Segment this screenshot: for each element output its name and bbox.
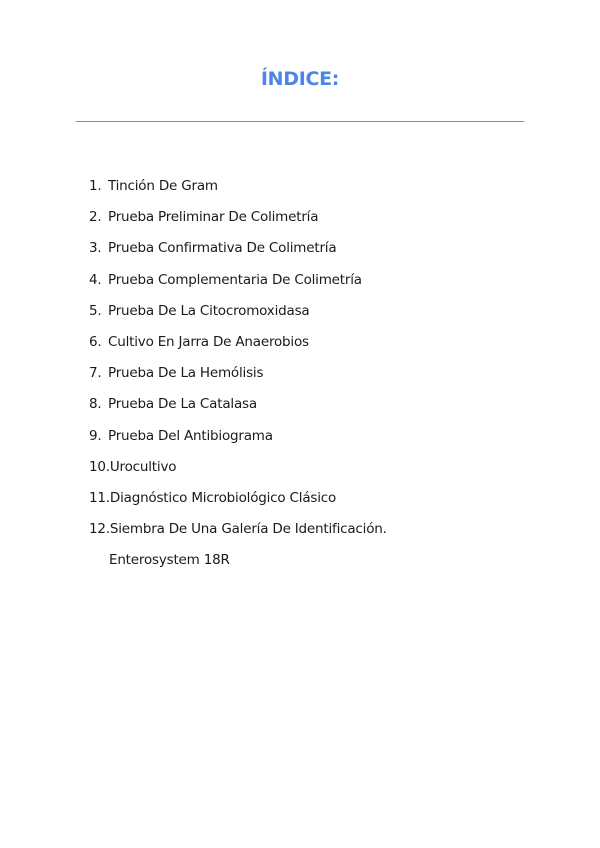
toc-item: [89, 301, 529, 332]
toc-item-text: Siembra De Una Galería De Identificación.: [109, 521, 387, 538]
toc-item-number: 10.: [89, 458, 110, 475]
toc-item: [89, 176, 529, 207]
toc-item-text: Cultivo En Jarra De Anaerobios: [108, 333, 309, 350]
toc-item-text: Prueba Preliminar De Colimetría: [108, 209, 319, 226]
toc-item-text: Tinción De Gram: [108, 178, 218, 194]
toc-item-number: 5.: [89, 302, 102, 319]
title-divider: [76, 121, 524, 122]
page-title: ÍNDICE:: [260, 68, 340, 90]
toc-item-text: Prueba De La Hemólisis: [108, 365, 264, 382]
toc-item: [89, 426, 529, 457]
toc-item-text: Prueba Complementaria De Colimetría: [108, 271, 362, 288]
toc-item-number: 8.: [89, 396, 102, 413]
toc-item: [89, 519, 529, 550]
toc-item-number: 3.: [89, 240, 102, 257]
toc-item-number: 1.: [89, 178, 102, 194]
toc-item-text: Urocultivo: [109, 458, 177, 475]
toc-item: [89, 207, 529, 238]
toc-item-text: Prueba De La Catalasa: [108, 396, 257, 413]
toc-item: [89, 363, 529, 394]
toc-item-text: Diagnóstico Microbiológico Clásico: [109, 489, 337, 506]
toc-item-number: 4.: [89, 271, 102, 288]
toc-item: [89, 270, 529, 301]
toc-item-continuation: Enterosystem 18R: [109, 552, 230, 569]
toc-item-number: 2.: [89, 209, 102, 226]
toc-item-number: 7.: [89, 365, 102, 382]
toc-item: [89, 457, 529, 488]
toc-item-number: 11.: [89, 489, 110, 506]
toc-item-number: 9.: [89, 427, 102, 444]
toc-item-text: Prueba De La Citocromoxidasa: [108, 302, 310, 319]
toc-item-number: 12.: [89, 521, 110, 538]
toc-item-text: Prueba Del Antibiograma: [108, 427, 273, 444]
toc-item-text: Prueba Confirmativa De Colimetría: [108, 240, 337, 257]
toc-item: [89, 488, 529, 519]
toc-item: [89, 238, 529, 269]
toc-item: [89, 394, 529, 425]
table-of-contents: [89, 176, 529, 581]
toc-item: [89, 332, 529, 363]
toc-item-number: 6.: [89, 333, 102, 350]
